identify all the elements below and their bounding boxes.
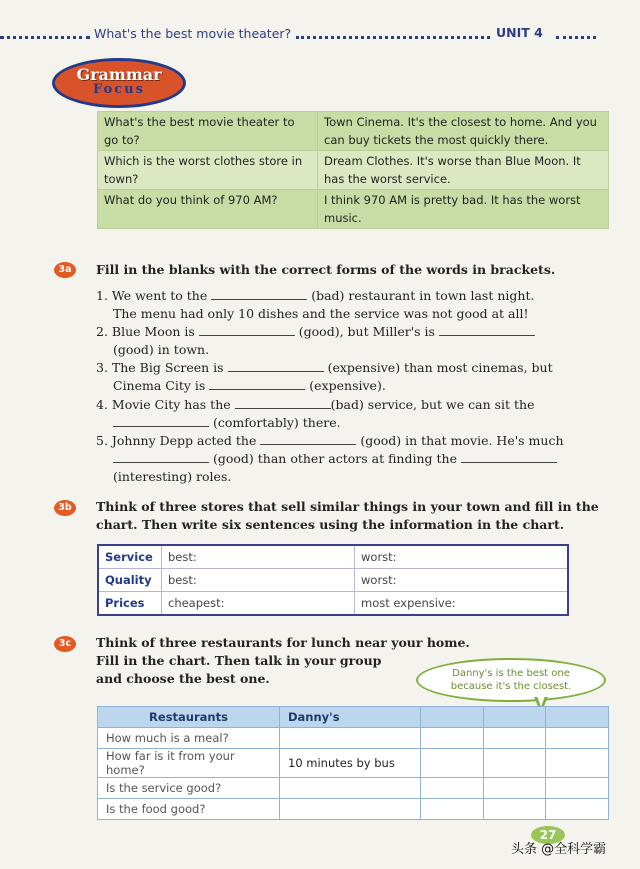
answer-cell[interactable]: 10 minutes by bus [280,749,421,778]
grammar-question: What's the best movie theater to go to? [98,112,318,151]
bubble-text-line2: because it's the closest. [450,681,572,692]
answer-blank[interactable] [461,450,557,463]
answer-blank[interactable] [113,450,209,463]
grammar-answer: Town Cinema. It's the closest to home. And you can buy tickets the most quickly there. [318,112,609,151]
exercise-text: (good), but Miller's is [298,324,435,340]
answer-cell[interactable] [421,749,484,778]
exercise-text: 2. Blue Moon is [96,324,195,340]
exercise-line [96,341,596,359]
answer-cell[interactable] [421,728,484,749]
table-row [98,592,568,616]
exercise-text: (interesting) roles. [113,468,232,484]
answer-blank[interactable] [235,396,331,409]
exercise-line [96,359,596,377]
table-row [98,728,609,749]
instruction-3c-line3: and choose the best one. [96,671,270,686]
exercise-line [96,396,596,414]
column-header-blank[interactable] [421,707,484,728]
header-dots-right [556,36,596,39]
answer-blank[interactable] [199,323,295,336]
exercise-line [96,287,596,305]
exercise-text: (good) than other actors at finding the [212,450,457,466]
answer-cell[interactable] [483,778,546,799]
section-marker-3b: 3b [54,500,76,516]
grammar-focus-table [97,111,609,229]
answer-cell[interactable] [546,728,609,749]
answer-cell[interactable] [546,778,609,799]
exercise-text: (good) in town. [113,342,210,358]
row-question: How much is a meal? [98,728,280,749]
answer-blank[interactable] [113,414,209,427]
badge-title: Grammar [76,65,162,84]
grammar-question: What do you think of 970 AM? [98,190,318,229]
row-question: Is the food good? [98,799,280,820]
exercise-line [96,414,596,432]
exercise-3a [96,287,596,486]
exercise-text: 4. Movie City has the [96,396,231,412]
instruction-3c-line2: Fill in the chart. Then talk in your group [96,653,382,668]
chart-cell-most-expensive[interactable]: most expensive: [355,592,569,616]
page-header [0,0,640,52]
row-label: Service [98,545,162,569]
answer-cell[interactable] [421,799,484,820]
exercise-text: (expensive) than most cinemas, but [327,360,553,376]
exercise-text: 3. The Big Screen is [96,360,224,376]
watermark: 头条 @全科学霸 [511,842,607,857]
answer-blank[interactable] [260,432,356,445]
answer-cell[interactable] [546,749,609,778]
chart-cell-worst[interactable]: worst: [355,569,569,592]
header-dots-middle [296,36,490,39]
restaurants-chart [97,706,609,820]
exercise-text: (comfortably) there. [212,414,341,430]
exercise-line [96,305,596,323]
chart-cell-best[interactable]: best: [162,569,355,592]
exercise-line [96,377,596,395]
unit-label: UNIT 4 [496,25,543,40]
badge-subtitle: Focus [93,82,145,97]
instruction-3b-line1: Think of three stores that sell similar things in your town and fill in the [96,499,599,514]
page-number: 27 [531,826,565,844]
header-title: What's the best movie theater? [94,26,292,41]
instruction-3b-line2: chart. Then write six sentences using the information in the chart. [96,517,565,532]
table-row [98,749,609,778]
instruction-3a: Fill in the blanks with the correct forms of the words in brackets. [96,262,556,277]
exercise-line [96,432,596,450]
table-row [98,112,609,151]
column-header-blank[interactable] [546,707,609,728]
answer-cell[interactable] [546,799,609,820]
row-question: Is the service good? [98,778,280,799]
answer-cell[interactable] [280,728,421,749]
answer-cell[interactable] [421,778,484,799]
chart-cell-cheapest[interactable]: cheapest: [162,592,355,616]
exercise-line [96,323,596,341]
table-header-row [98,707,609,728]
exercise-text: (bad) service, but we can sit the [330,396,535,412]
section-marker-3a: 3a [54,262,76,278]
exercise-text: (expensive). [309,378,386,394]
answer-cell[interactable] [483,728,546,749]
table-row [98,190,609,229]
row-question: How far is it from your home? [98,749,280,778]
exercise-text: Cinema City is [113,378,206,394]
answer-cell[interactable] [483,749,546,778]
table-row [98,799,609,820]
table-row [98,569,568,592]
answer-cell[interactable] [280,799,421,820]
speech-bubble [416,658,606,702]
column-header-restaurants: Restaurants [98,707,280,728]
instruction-3c-line1: Think of three restaurants for lunch near your home. [96,635,470,650]
row-label: Quality [98,569,162,592]
answer-blank[interactable] [209,377,305,390]
stores-chart [97,544,569,616]
grammar-focus-badge [52,58,186,108]
table-row [98,778,609,799]
answer-blank[interactable] [439,323,535,336]
chart-cell-worst[interactable]: worst: [355,545,569,569]
answer-cell[interactable] [280,778,421,799]
bubble-text-line1: Danny's is the best one [452,668,570,679]
column-header-dannys: Danny's [280,707,421,728]
exercise-line [96,468,596,486]
table-row [98,545,568,569]
answer-cell[interactable] [483,799,546,820]
column-header-blank[interactable] [483,707,546,728]
answer-blank[interactable] [211,287,307,300]
header-dots-left [0,36,90,39]
row-label: Prices [98,592,162,616]
section-marker-3c: 3c [54,636,76,652]
exercise-text: (good) in that movie. He's much [360,432,564,448]
answer-blank[interactable] [228,359,324,372]
exercise-text: (bad) restaurant in town last night. [311,288,535,303]
grammar-answer: I think 970 AM is pretty bad. It has the worst music. [318,190,609,229]
chart-cell-best[interactable]: best: [162,545,355,569]
exercise-text: 5. Johnny Depp acted the [96,432,257,448]
exercise-text: The menu had only 10 dishes and the service was not good at all! [113,306,529,322]
exercise-line [96,450,596,468]
exercise-text: 1. We went to the [96,288,208,303]
grammar-question: Which is the worst clothes store in town? [98,151,318,190]
grammar-answer: Dream Clothes. It's worse than Blue Moon. It has the worst service. [318,151,609,190]
table-row [98,151,609,190]
